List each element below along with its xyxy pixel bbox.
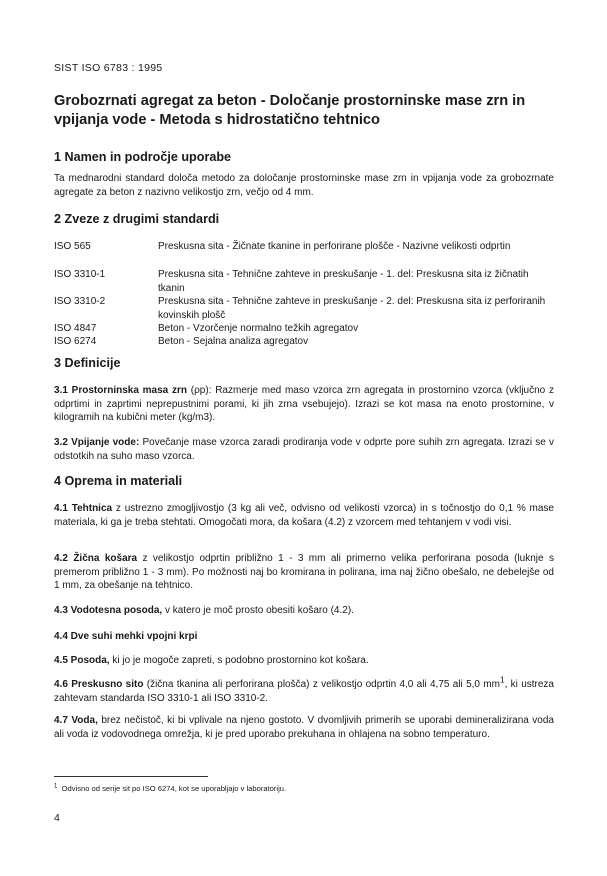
- item-term: 4.2 Žična košara: [54, 553, 138, 564]
- page-number: 4: [54, 812, 60, 824]
- definition-term: 3.2 Vpijanje vode:: [54, 437, 140, 448]
- section-1-heading: 1 Namen in področje uporabe: [54, 150, 232, 164]
- footnote-ref: 1: [499, 674, 505, 685]
- definition-3-1: [54, 384, 554, 425]
- footnote: [54, 784, 286, 793]
- standard-code: ISO 4847: [54, 323, 97, 334]
- standard-desc: Beton - Vzorčenje normalno težkih agregatov: [158, 323, 359, 334]
- definition-text: : Razmerje med maso vzorca zrn agregata in prostornino vzorca (vključno z odprtimi in zaprtimi neprepustnimi porami, ki jih zrna vsebujejo). Izrazi se kot masa na enoto prostornine, v kilogramih na kubični meter: [54, 385, 554, 423]
- item-text-continued: , ki ustreza zahtevam standarda ISO 3310-1 ali ISO 3310-2.: [54, 679, 554, 704]
- unit-text: (kg/m3).: [178, 412, 216, 423]
- item-term: 4.3 Vodotesna posoda,: [54, 605, 163, 616]
- item-4-3: [54, 604, 554, 618]
- running-header: SIST ISO 6783 : 1995: [54, 62, 163, 74]
- item-4-4: [54, 630, 554, 644]
- item-term: 4.7 Voda,: [54, 715, 98, 726]
- section-3-heading: 3 Definicije: [54, 356, 121, 370]
- document-title: Grobozrnati agregat za beton - Določanje prostorninske mase zrn in vpijanja vode - Metoda s hidrostatično tehtnico: [54, 93, 526, 128]
- standard-desc: Beton - Sejalna analiza agregatov: [158, 336, 309, 347]
- item-4-5: [54, 654, 554, 668]
- item-term: 4.6 Preskusno sito: [54, 679, 144, 690]
- item-text: v katero je moč prosto obesiti košaro (4.2).: [164, 605, 354, 616]
- item-4-6: [54, 674, 554, 705]
- standard-desc: Preskusna sita - Žičnate tkanine in perforirane ploščе - Nazivne velikosti odprtin: [158, 241, 511, 252]
- definition-term: 3.1 Prostorninska masa zrn: [54, 385, 187, 396]
- item-4-1: [54, 502, 554, 529]
- standard-code: ISO 565: [54, 241, 91, 252]
- density-symbol: (ρp): [190, 385, 209, 396]
- footnote-mark: 1: [54, 783, 58, 790]
- standard-code: ISO 6274: [54, 336, 97, 347]
- item-term: 4.4 Dve suhi mehki vpojni krpi: [54, 631, 198, 642]
- definition-3-2: [54, 436, 554, 463]
- item-text: z velikostjo odprtin približno 1 - 3 mm ali primerno velika perforirana posoda (luknje s premerom približno 1 - 3 mm). Po možnosti naj bo kromirana in polirana, ima naj žično obešalo, ne debelejše od 1 mm, za obešanje na tehtnico.: [54, 553, 555, 591]
- item-text: ki jo je mogoče zapreti, s podobno prostornino kot košara.: [112, 655, 369, 666]
- standard-desc: Preskusna sita - Tehnične zahteve in preskušanje - 2. del: Preskusna sita iz perforiranih kovinskih plošč: [158, 296, 546, 321]
- footnote-divider: [54, 776, 208, 777]
- item-4-2: [54, 552, 554, 593]
- item-text: brez nečistoč, ki bi vplivale na njeno gostoto. V dvomljivih primerih se uporabi demineralizirana voda ali voda iz vodovodnega omrežja, ki je pred uporabo prekuhana in ohlajena na sobno temperaturo.: [54, 715, 554, 740]
- section-1-text: Ta mednarodni standard določa metodo za določanje prostorninske mase zrn in vpijanja vode za grobozrnate agregate za beton z nazivno velikostjo zrn, večjo od 4 mm.: [54, 173, 554, 198]
- item-text: (žična tkanina ali perforirana plošča) z velikostjo odprtin 4,0 ali 4,75 ali 5,0 mm: [146, 679, 500, 690]
- standard-code: ISO 3310-1: [54, 269, 106, 280]
- definition-text: Povečanje mase vzorca zaradi prodiranja vode v odprte pore suhih zrn agregata. Izrazi se v odstotkih na suho maso vzorca.: [54, 437, 554, 462]
- item-term: 4.1 Tehtnica: [54, 503, 113, 514]
- item-4-7: [54, 714, 554, 741]
- standard-desc: Preskusna sita - Tehnične zahteve in preskušanje - 1. del: Preskusna sita iz žičnatih tkanin: [158, 269, 529, 294]
- standard-code: ISO 3310-2: [54, 296, 106, 307]
- section-4-heading: 4 Oprema in materiali: [54, 474, 183, 488]
- section-2-heading: 2 Zveze z drugimi standardi: [54, 212, 220, 226]
- item-text: z ustrezno zmogljivostjo (3 kg ali več, odvisno od velikosti vzorca) in s točnostjo do 0,1 % mase materiala, ki ga je treba stehtati. Omogočati mora, da košara (4.2) z vzorcem med tehtanjem v vodi visi.: [54, 503, 554, 528]
- item-term: 4.5 Posoda,: [54, 655, 110, 666]
- footnote-text: Odvisno od serije sit po ISO 6274, kot se uporabljajo v laboratoriju.: [61, 784, 287, 793]
